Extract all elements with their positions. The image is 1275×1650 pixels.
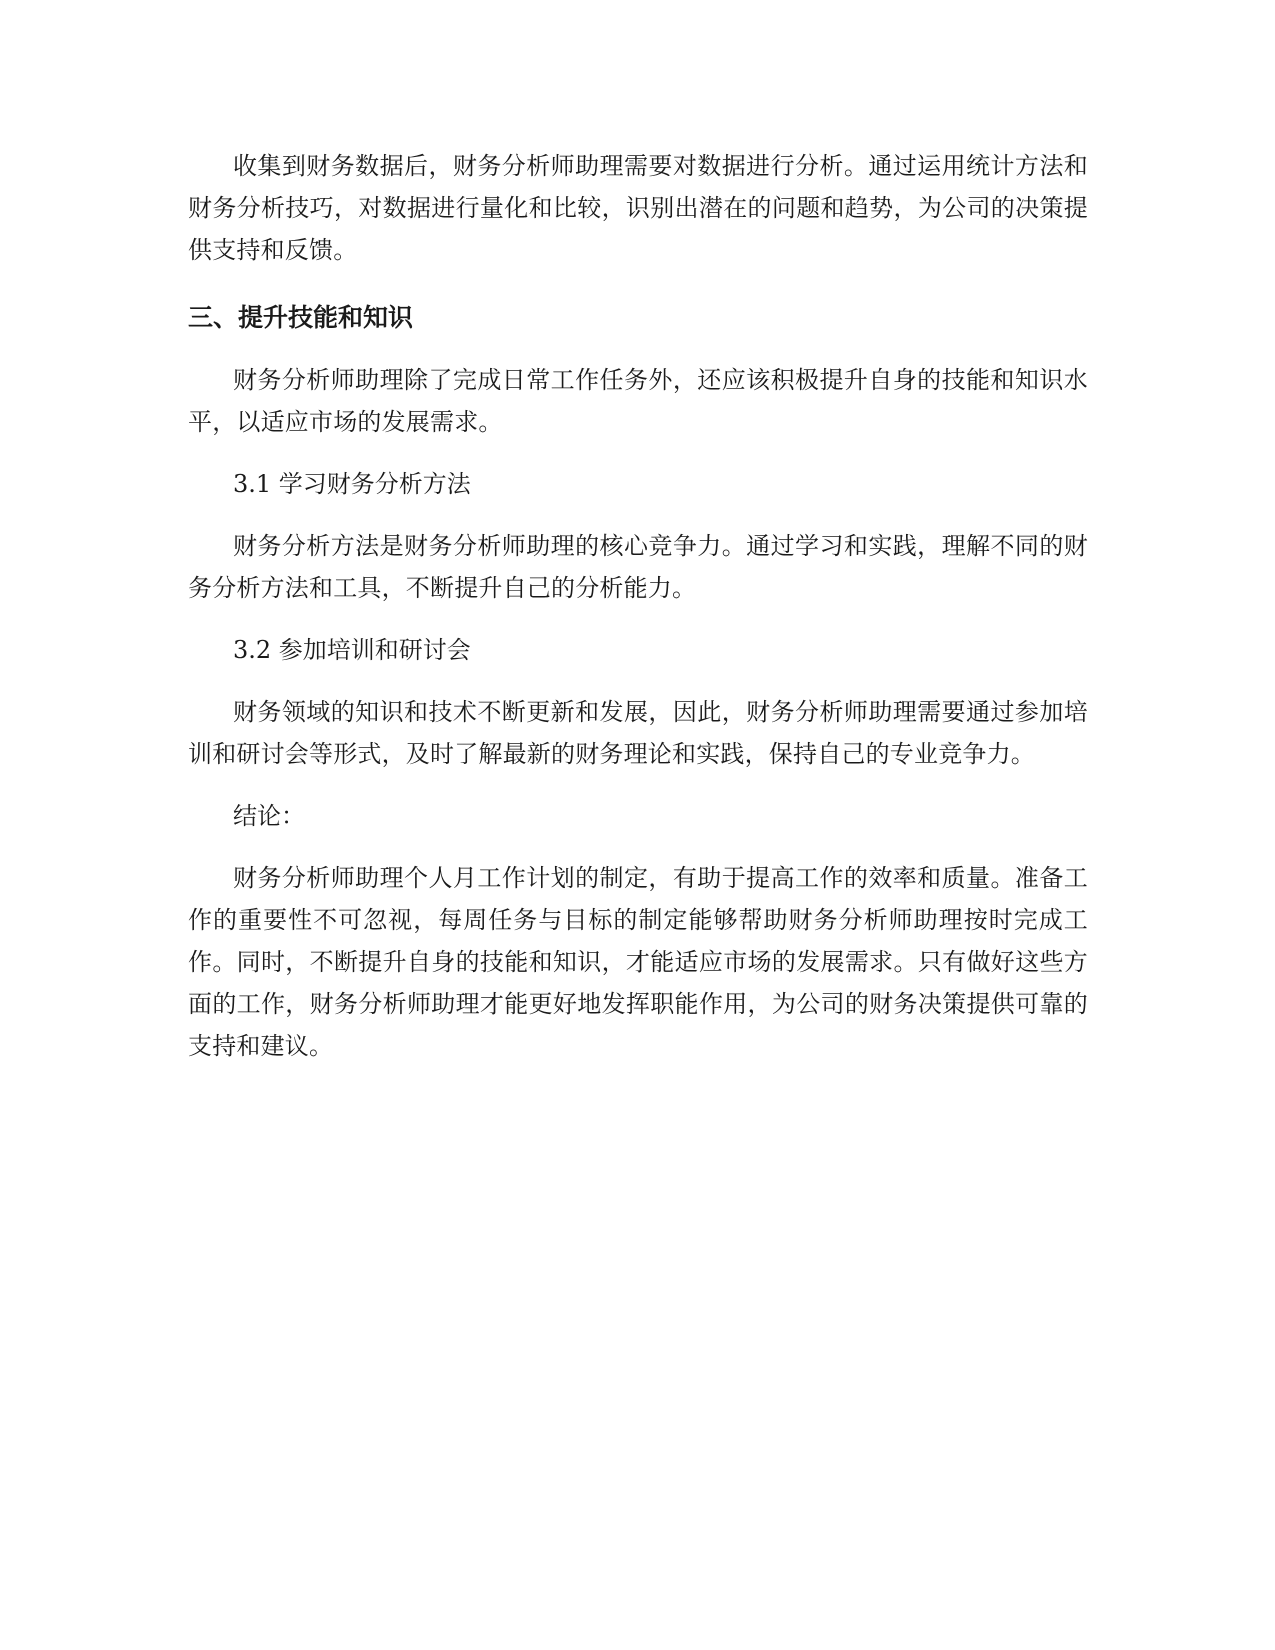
spacer — [188, 609, 1088, 629]
paragraph-skills-intro: 财务分析师助理除了完成日常工作任务外，还应该积极提升自身的技能和知识水平，以适应市场的发展需求。 — [188, 366, 1088, 436]
paragraph-training: 财务领域的知识和技术不断更新和发展，因此，财务分析师助理需要通过参加培训和研讨会等形式，及时了解最新的财务理论和实践，保持自己的专业竞争力。 — [188, 698, 1088, 768]
subsection-title-3-1: 3.1 学习财务分析方法 — [233, 470, 471, 498]
paragraph-conclusion: 财务分析师助理个人月工作计划的制定，有助于提高工作的效率和质量。准备工作的重要性不可忽视，每周任务与目标的制定能够帮助财务分析师助理按时完成工作。同时，不断提升自身的技能和知识，才能适应市场的发展需求。只有做好这些方面的工作，财务分析师助理才能更好地发挥职能作用，为公司的财务决策提供可靠的支持和建议。 — [188, 864, 1088, 1060]
spacer — [188, 505, 1088, 525]
spacer — [188, 271, 1088, 297]
conclusion-label: 结论： — [233, 802, 305, 830]
spacer — [188, 775, 1088, 795]
spacer — [188, 671, 1088, 691]
document-body — [188, 145, 1088, 1067]
paragraph-data-analysis: 收集到财务数据后，财务分析师助理需要对数据进行分析。通过运用统计方法和财务分析技巧，对数据进行量化和比较，识别出潜在的问题和趋势，为公司的决策提供支持和反馈。 — [188, 152, 1088, 264]
subsection-title-3-2: 3.2 参加培训和研讨会 — [233, 636, 471, 664]
spacer — [188, 339, 1088, 359]
section-title-skills: 三、提升技能和知识 — [188, 303, 414, 332]
spacer — [188, 837, 1088, 857]
spacer — [188, 443, 1088, 463]
paragraph-analysis-methods: 财务分析方法是财务分析师助理的核心竞争力。通过学习和实践，理解不同的财务分析方法和工具，不断提升自己的分析能力。 — [188, 532, 1088, 602]
